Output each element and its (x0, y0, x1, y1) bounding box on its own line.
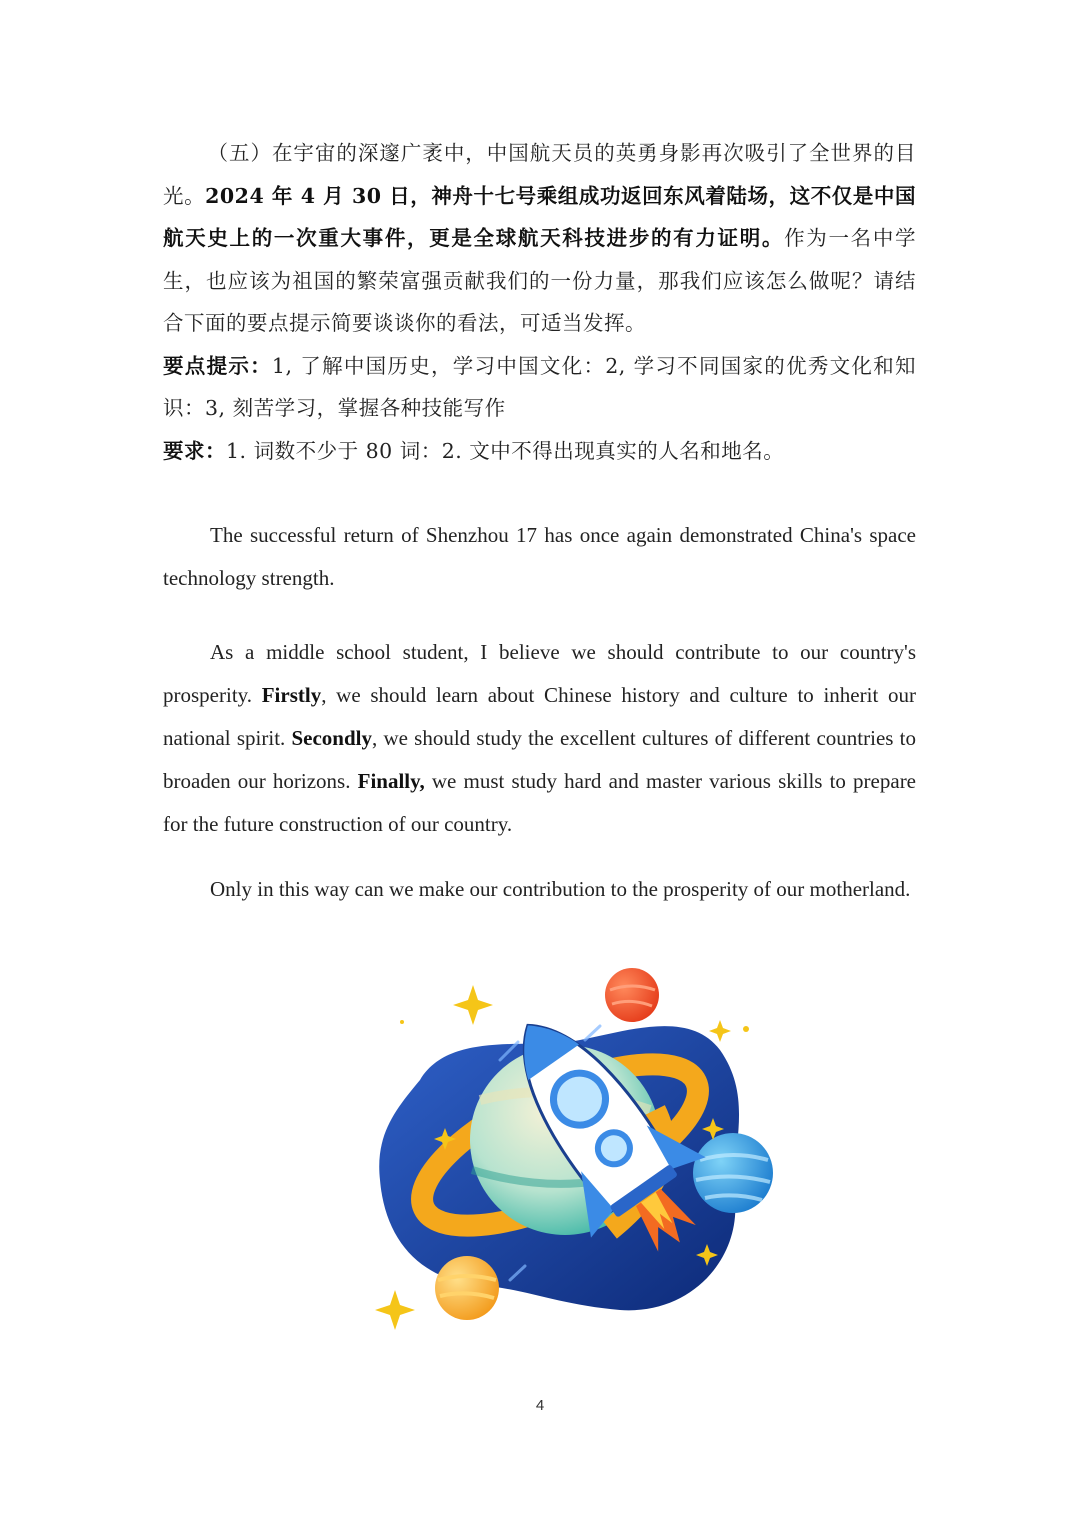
spacer (163, 846, 916, 868)
essay-paragraph-2 (163, 631, 916, 846)
secondly-bold: Secondly (291, 726, 372, 750)
spacer (163, 600, 916, 631)
page-number: 4 (535, 1397, 545, 1414)
task-bold-event: 2024 年 4 月 30 日，神舟十七号乘组成功返回东风着陆场，这不仅是中国航天史上的一次重大事件，更是全球航天科技进步的有力证明。 (163, 183, 917, 250)
task-intro: （五）在宇宙的深邃广袤中，中国航天员的英勇身影再次吸引了全世界的目光。 (163, 141, 916, 208)
hints-line (163, 345, 916, 430)
hints-text: 1, 了解中国历史，学习中国文化：2, 学习不同国家的优秀文化和知识：3, 刻苦学习，掌握各种技能写作 (163, 353, 916, 420)
spacer (163, 472, 916, 514)
essay-p2-final: we must study hard and master various skills to prepare for the future construction of our country. (163, 769, 917, 836)
hints-label: 要点提示： (163, 353, 272, 378)
essay-p2-first: , we should learn about Chinese history and culture to inherit our national spirit. (163, 683, 916, 750)
requirements-label: 要求： (163, 438, 226, 463)
requirements-text: 1. 词数不少于 80 词：2. 文中不得出现真实的人名和地名。 (226, 438, 785, 463)
page-content (163, 132, 916, 911)
task-paragraph (163, 132, 916, 345)
essay-paragraph-1: The successful return of Shenzhou 17 has once again demonstrated China's space technology strength. (163, 523, 916, 590)
rocket-planet-icon (360, 960, 790, 1340)
requirements-line (163, 430, 916, 473)
essay-p2-second: , we should study the excellent cultures of different countries to broaden our horizons. (163, 726, 916, 793)
essay-p2-intro: As a middle school student, I believe we should contribute to our country's prosperity. (163, 640, 916, 707)
firstly-bold: Firstly (261, 683, 322, 707)
essay-paragraph-3: Only in this way can we make our contribution to the prosperity of our motherland. (210, 877, 911, 901)
task-question: 作为一名中学生，也应该为祖国的繁荣富强贡献我们的一份力量，那我们应该怎么做呢？请结合下面的要点提示简要谈谈你的看法，可适当发挥。 (163, 226, 917, 335)
finally-bold: Finally, (357, 769, 425, 793)
